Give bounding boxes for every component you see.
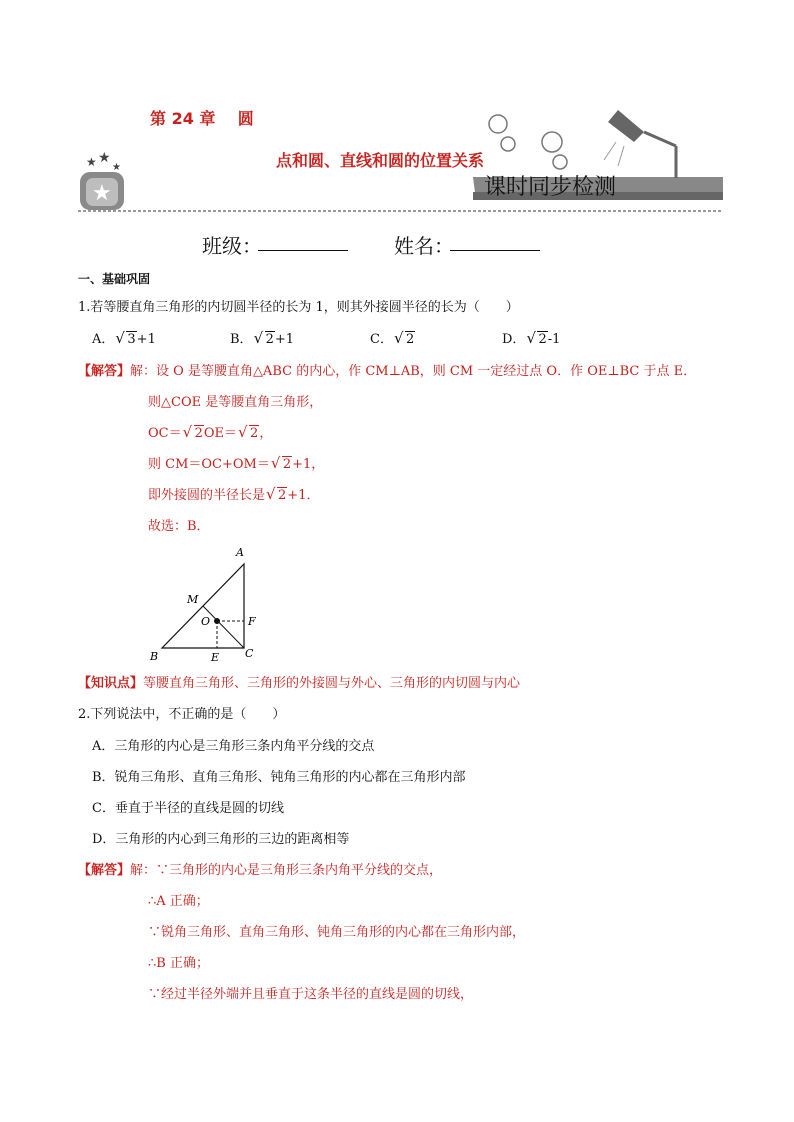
name-label: 姓名：: [394, 234, 454, 258]
chapter-title: 第 24 章 圆: [150, 109, 254, 128]
q2-option-a: A．三角形的内心是三角形三条内角平分线的交点: [92, 739, 375, 754]
q2-answer-line-5: ∵经过半径外端并且垂直于这条半径的直线是圆的切线，: [148, 987, 474, 1002]
q2-stem: 2.下列说法中，不正确的是（ ）: [78, 707, 286, 722]
q1-option-c: C． √ 2: [370, 329, 415, 347]
section-title: 一、基础巩固: [78, 272, 151, 286]
q2-option-c: C．垂直于半径的直线是圆的切线: [92, 801, 284, 816]
q1-answer-tag: 【解答】: [78, 364, 131, 379]
q2-answer-line-2: ∴A 正确；: [148, 894, 209, 909]
banner-title: 课时同步检测: [484, 175, 617, 200]
label-o: O: [201, 615, 211, 628]
q1-answer-line-4: 则 CM＝OC+OM＝ √ 2+1，: [148, 454, 325, 472]
name-field[interactable]: [450, 226, 540, 251]
q2-answer-line-4: ∴B 正确；: [148, 956, 209, 971]
q1-answer-line-6: 故选：B．: [148, 519, 210, 534]
class-label: 班级：: [202, 234, 262, 258]
triangle-diagram: [140, 540, 270, 668]
q1-option-a: A． √ 3+1: [92, 329, 156, 347]
q2-answer-line-3: ∵锐角三角形、直角三角形、钝角三角形的内心都在三角形内部，: [148, 925, 526, 940]
label-f: F: [248, 615, 256, 628]
q1-knowledge: 【知识点】等腰直角三角形、三角形的外接圆与外心、三角形的内切圆与内心: [78, 676, 521, 691]
q2-answer-tag: 【解答】: [78, 863, 131, 878]
svg-text:★: ★: [92, 181, 112, 206]
label-e: E: [211, 651, 220, 664]
class-field[interactable]: [258, 226, 348, 251]
label-a: A: [236, 546, 244, 559]
q1-figure: [140, 540, 270, 668]
q1-answer-line-1: 【解答】解：设 O 是等腰直角△ABC 的内心，作 CM⊥AB，则 CM 一定经过点 O．作 OE⊥BC 于点 E．: [78, 364, 697, 379]
q1-option-d: D． √ 2-1: [502, 329, 561, 347]
q1-answer-line-2: 则△COE 是等腰直角三角形，: [148, 395, 323, 410]
q1-stem: 1.若等腰直角三角形的内切圆半径的长为 1，则其外接圆半径的长为（ ）: [78, 300, 519, 315]
label-b: B: [150, 650, 159, 663]
svg-text:★: ★: [112, 162, 121, 173]
q1-answer-line-3: OC＝ √ 2OE＝ √ 2，: [148, 423, 273, 441]
q2-option-d: D．三角形的内心到三角形的三边的距离相等: [92, 832, 350, 847]
label-c: C: [245, 647, 254, 660]
q1-answer-line-5: 即外接圆的半径长是 √ 2+1．: [148, 485, 320, 503]
q2-option-b: B．锐角三角形、直角三角形、钝角三角形的内心都在三角形内部: [92, 770, 466, 785]
svg-text:★: ★: [86, 155, 97, 169]
q2-answer-line-1: 【解答】解：∵三角形的内心是三角形三条内角平分线的交点，: [78, 863, 443, 878]
point-o: [214, 618, 220, 624]
q1-option-b: B． √ 2+1: [230, 329, 295, 347]
topic-title: 点和圆、直线和圆的位置关系: [276, 151, 485, 170]
label-m: M: [187, 593, 199, 606]
svg-text:★: ★: [98, 150, 111, 166]
q1-knowledge-tag: 【知识点】: [78, 676, 144, 691]
